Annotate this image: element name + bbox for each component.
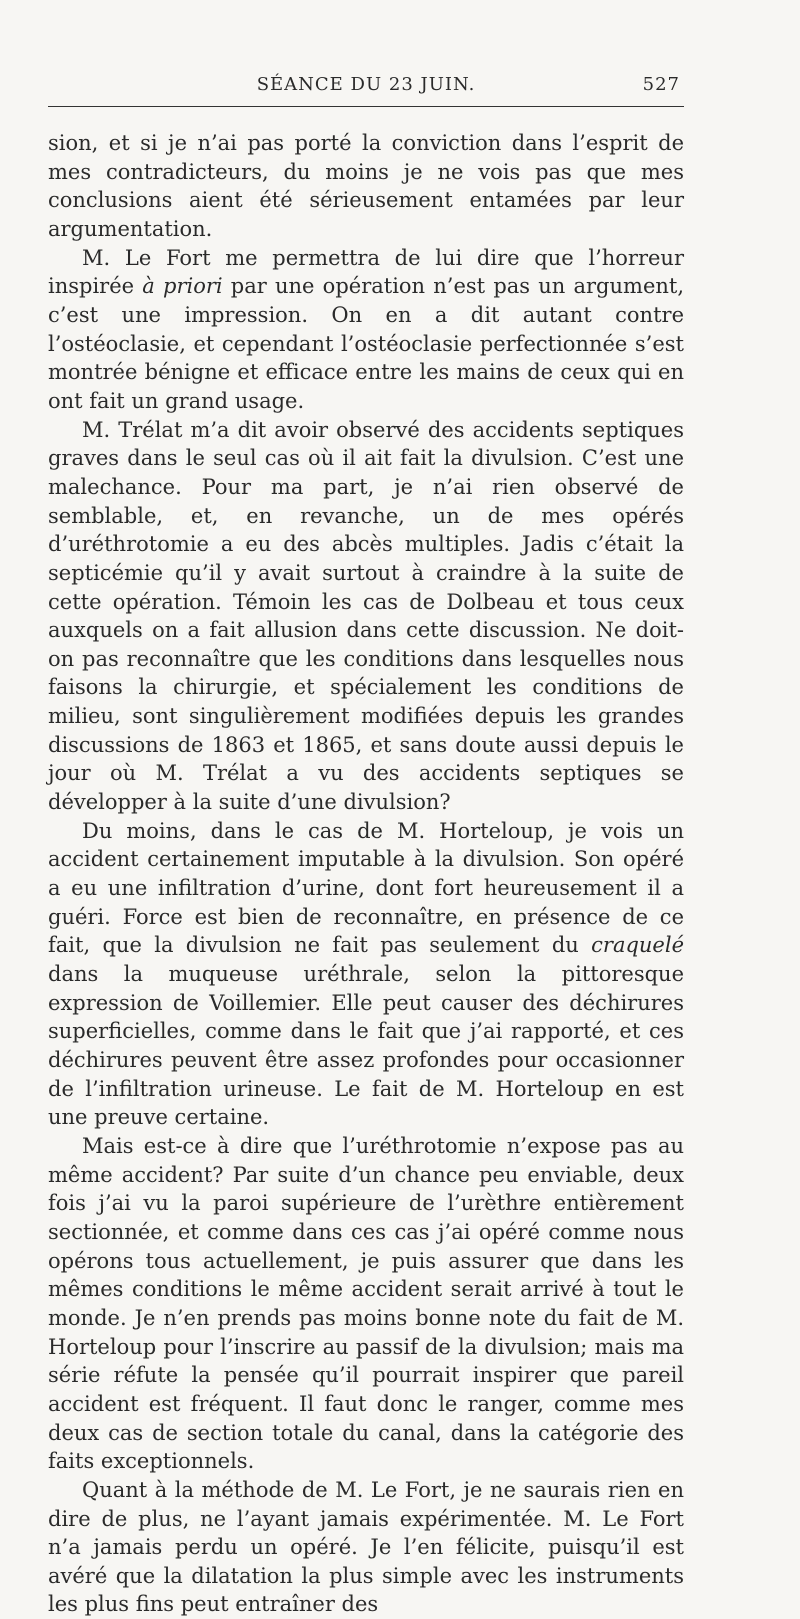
- page-number: 527: [642, 74, 680, 95]
- paragraph-text: sion, et si je n’ai pas porté la conviction dans l’esprit de mes contradicteurs, du moins je ne vois pas que mes conclusions aient été sérieusement entamées par leur argumentation.: [48, 131, 684, 241]
- italic-phrase: à priori: [142, 274, 223, 299]
- paragraph-text: M. Le Fort me permettra de lui dire que l’horreur inspirée: [48, 245, 684, 299]
- paragraph-text: Quant à la méthode de M. Le Fort, je ne saurais rien en dire de plus, ne l’ayant jamais expérimentée. M. Le Fort n’a jamais perdu un opéré. Je l’en félicite, puisqu’il est avéré que la dilatation la plus simple avec les instruments les plus fins peut entraîner des: [48, 1477, 684, 1617]
- paragraph-6: [48, 1476, 684, 1619]
- paragraph-2: [48, 244, 684, 416]
- paragraph-text: Mais est-ce à dire que l’uréthrotomie n’expose pas au même accident? Par suite d’un chance peu enviable, deux fois j’ai vu la paroi supérieure de l’urèthre entièrement sectionnée, et comme dans ces cas j’ai opéré comme nous opérons tous actuellement, je puis assurer que dans les mêmes conditions le même accident serait arrivé à tout le monde. Je n’en prends pas moins bonne note du fait de M. Horteloup pour l’inscrire au passif de la divulsion; mais ma série réfute la pensée qu’il pourrait inspirer que pareil accident est fréquent. Il faut donc le ranger, comme mes deux cas de section totale du canal, dans la catégorie des faits exceptionnels.: [48, 1133, 684, 1474]
- italic-phrase: craquelé: [591, 933, 684, 958]
- paragraph-text: Du moins, dans le cas de M. Horteloup, je vois un accident certainement imputable à la divulsion. Son opéré a eu une infiltration d’urine, dont fort heureusement il a guéri. Force est bien de reconnaître, en présence de ce fait, que la divulsion ne fait pas seulement du: [48, 818, 684, 958]
- paragraph-3: [48, 416, 684, 817]
- header-title: SÉANCE DU 23 JUIN.: [256, 74, 476, 95]
- paragraph-text: dans la muqueuse uréthrale, selon la pittoresque expression de Voillemier. Elle peut causer des déchirures superficielles, comme dans le fait que j’ai rapporté, et ces déchirures peuvent être assez profondes pour occasionner de l’infiltration urineuse. Le fait de M. Horteloup en est une preuve certaine.: [48, 962, 684, 1130]
- paragraph-4: [48, 817, 684, 1132]
- header-rule: [48, 106, 684, 107]
- document-page: [48, 70, 684, 1619]
- paragraph-text: par une opération n’est pas un argument, c’est une impression. On en a dit autant contre l’ostéoclasie, et cependant l’ostéoclasie perfectionnée s’est montrée bénigne et efficace entre les mains de ceux qui en ont fait un grand usage.: [48, 274, 685, 413]
- paragraph-1: [48, 129, 684, 244]
- paragraph-5: [48, 1132, 684, 1476]
- running-header: [48, 70, 684, 100]
- paragraph-text: M. Trélat m’a dit avoir observé des accidents septiques graves dans le seul cas où il ait fait la divulsion. C’est une malechance. Pour ma part, je n’ai rien observé de semblable, et, en revanche, un de mes opérés d’uréthrotomie a eu des abcès multiples. Jadis c’était la septicémie qu’il y avait surtout à craindre à la suite de cette opération. Témoin les cas de Dolbeau et tous ceux auxquels on a fait allusion dans cette discussion. Ne doit-on pas reconnaître que les conditions dans lesquelles nous faisons la chirurgie, et spécialement les conditions de milieu, sont singulièrement modifiées depuis les grandes discussions de 1863 et 1865, et sans doute aussi depuis le jour où M. Trélat a vu des accidents septiques se développer à la suite d’une divulsion?: [48, 417, 684, 815]
